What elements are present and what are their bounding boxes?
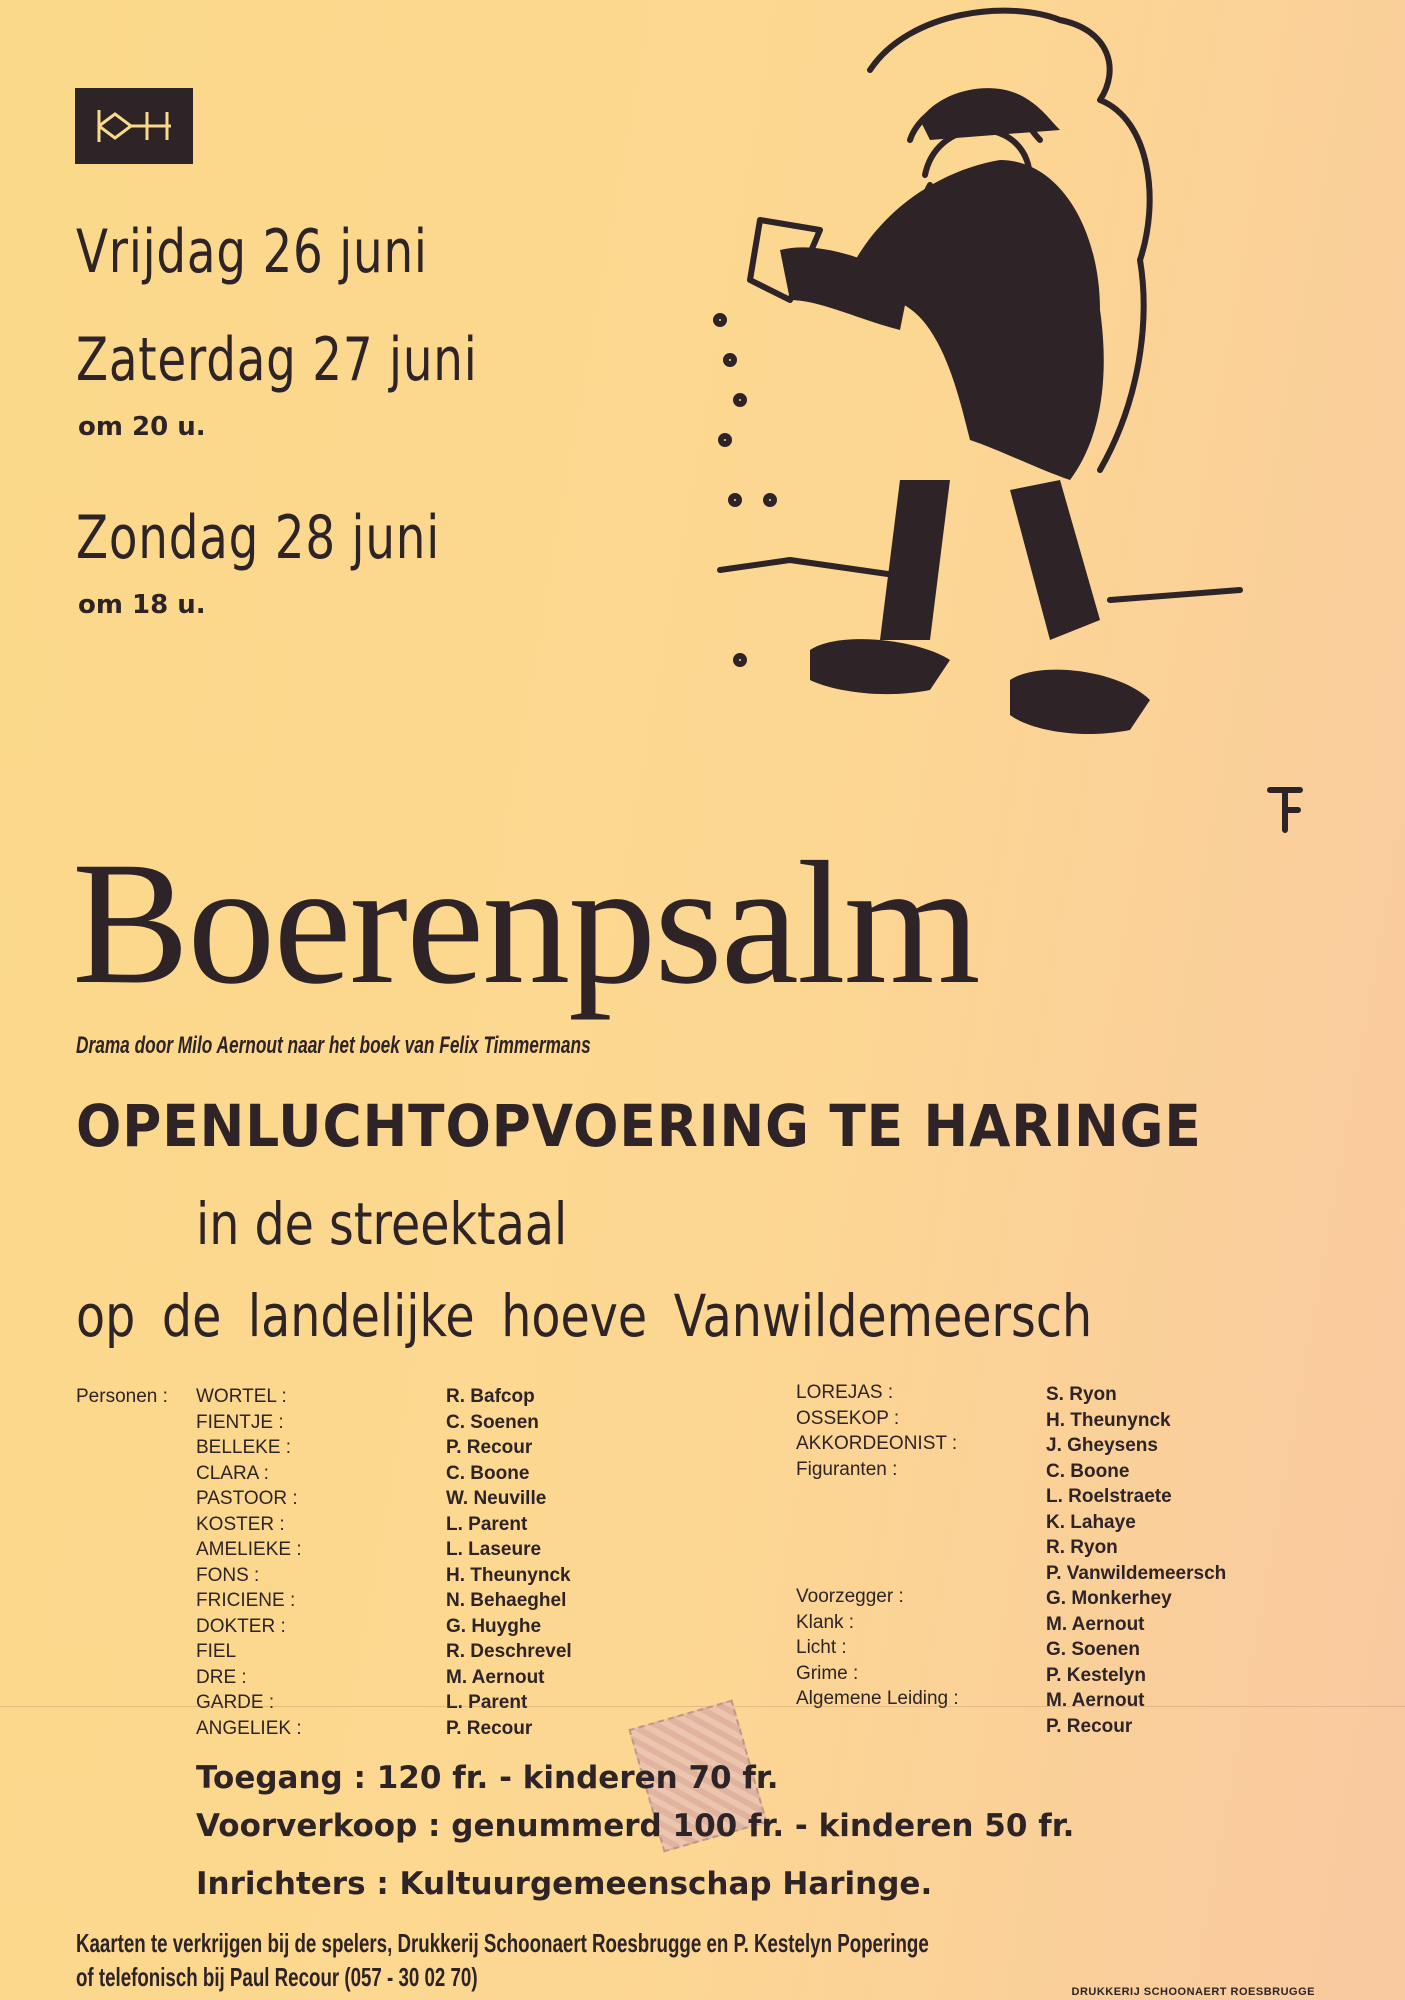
actor: H. Theunynck	[446, 1564, 571, 1586]
logo-block	[75, 88, 193, 164]
role: AKKORDEONIST :	[796, 1433, 958, 1454]
role: Algemene Leiding :	[796, 1688, 959, 1709]
actor: P. Recour	[446, 1437, 533, 1458]
date-saturday: Zaterdag 27 juni	[76, 325, 478, 395]
actor: L. Roelstraete	[1046, 1486, 1172, 1507]
role	[796, 1533, 959, 1559]
role: ANGELIEK :	[196, 1717, 302, 1739]
actor: P. Recour	[446, 1717, 533, 1739]
cast-roles-left	[196, 1384, 302, 1741]
role: Figuranten :	[796, 1458, 898, 1480]
actor: M. Aernout	[1046, 1690, 1145, 1711]
role: FONS :	[196, 1564, 260, 1586]
actor: N. Behaeghel	[446, 1590, 567, 1611]
actor: M. Aernout	[1046, 1613, 1145, 1635]
printer-credit: DRUKKERIJ SCHOONAERT ROESBRUGGE	[1071, 1986, 1315, 1998]
actor: R. Bafcop	[446, 1386, 535, 1407]
actor: L. Parent	[446, 1692, 528, 1713]
actor: M. Aernout	[446, 1666, 545, 1688]
cast-actors-right	[1046, 1382, 1226, 1739]
actor: P. Recour	[1046, 1715, 1133, 1737]
farmer-illustration	[680, 0, 1350, 840]
actor: L. Laseure	[446, 1539, 542, 1560]
venue-line: op de landelijke hoeve Vanwildemeersch	[76, 1282, 1093, 1350]
organizers: Inrichters : Kultuurgemeenschap Haringe.	[196, 1866, 933, 1902]
role: DRE :	[196, 1666, 247, 1688]
role: Licht :	[796, 1637, 847, 1658]
actor: W. Neuville	[446, 1488, 547, 1509]
role: OSSEKOP :	[796, 1407, 900, 1429]
phone-info: of telefonisch bij Paul Recour (057 - 30 02 70)	[76, 1962, 478, 1992]
time-sunday: om 18 u.	[78, 590, 206, 620]
role: KOSTER :	[196, 1513, 285, 1535]
actor: L. Parent	[446, 1513, 528, 1535]
headline: OPENLUCHTOPVOERING TE HARINGE	[76, 1092, 1202, 1160]
actor: R. Deschrevel	[446, 1641, 572, 1662]
role: Voorzegger :	[796, 1586, 904, 1607]
time-saturday: om 20 u.	[78, 412, 206, 442]
role: AMELIEKE :	[196, 1539, 302, 1560]
logo-icon	[91, 106, 177, 146]
actor: C. Boone	[1046, 1460, 1130, 1482]
cast-heading: Personen :	[76, 1386, 168, 1407]
actor: R. Ryon	[1046, 1537, 1118, 1558]
role: PASTOOR :	[196, 1488, 298, 1509]
role: Grime :	[796, 1662, 859, 1684]
role: GARDE :	[196, 1692, 275, 1713]
role: Klank :	[796, 1611, 855, 1633]
actor: G. Soenen	[1046, 1639, 1140, 1660]
actor: J. Gheysens	[1046, 1435, 1158, 1456]
ticket-info: Kaarten te verkrijgen bij de spelers, Drukkerij Schoonaert Roesbrugge en P. Kestelyn Poperinge	[76, 1928, 929, 1958]
role	[796, 1508, 959, 1534]
cast-actors-left	[446, 1384, 572, 1741]
presale-price: Voorverkoop : genummerd 100 fr. - kinderen 50 fr.	[196, 1808, 1075, 1844]
actor: C. Boone	[446, 1462, 530, 1484]
play-subtitle: Drama door Milo Aernout naar het boek van Felix Timmermans	[76, 1032, 591, 1059]
role: FIENTJE :	[196, 1411, 284, 1433]
actor: H. Theunynck	[1046, 1409, 1171, 1431]
actor: S. Ryon	[1046, 1384, 1117, 1405]
play-title: Boerenpsalm	[72, 826, 979, 1021]
date-friday: Vrijdag 26 juni	[76, 217, 428, 287]
dialect-line: in de streektaal	[196, 1190, 568, 1258]
role	[796, 1559, 959, 1585]
role: FRICIENE :	[196, 1590, 296, 1611]
role: WORTEL :	[196, 1386, 287, 1407]
role: CLARA :	[196, 1462, 269, 1484]
actor: C. Soenen	[446, 1411, 539, 1433]
actor: G. Huyghe	[446, 1615, 542, 1637]
role: BELLEKE :	[196, 1437, 292, 1458]
role: FIEL	[196, 1641, 237, 1662]
role	[796, 1482, 959, 1508]
admission-price: Toegang : 120 fr. - kinderen 70 fr.	[196, 1760, 779, 1796]
date-sunday: Zondag 28 juni	[76, 503, 441, 573]
cast-roles-right	[796, 1380, 959, 1712]
actor: K. Lahaye	[1046, 1511, 1136, 1533]
actor: G. Monkerhey	[1046, 1588, 1172, 1609]
actor: P. Kestelyn	[1046, 1664, 1146, 1686]
actor: P. Vanwildemeersch	[1046, 1562, 1227, 1584]
role: LOREJAS :	[796, 1382, 894, 1403]
role: DOKTER :	[196, 1615, 286, 1637]
